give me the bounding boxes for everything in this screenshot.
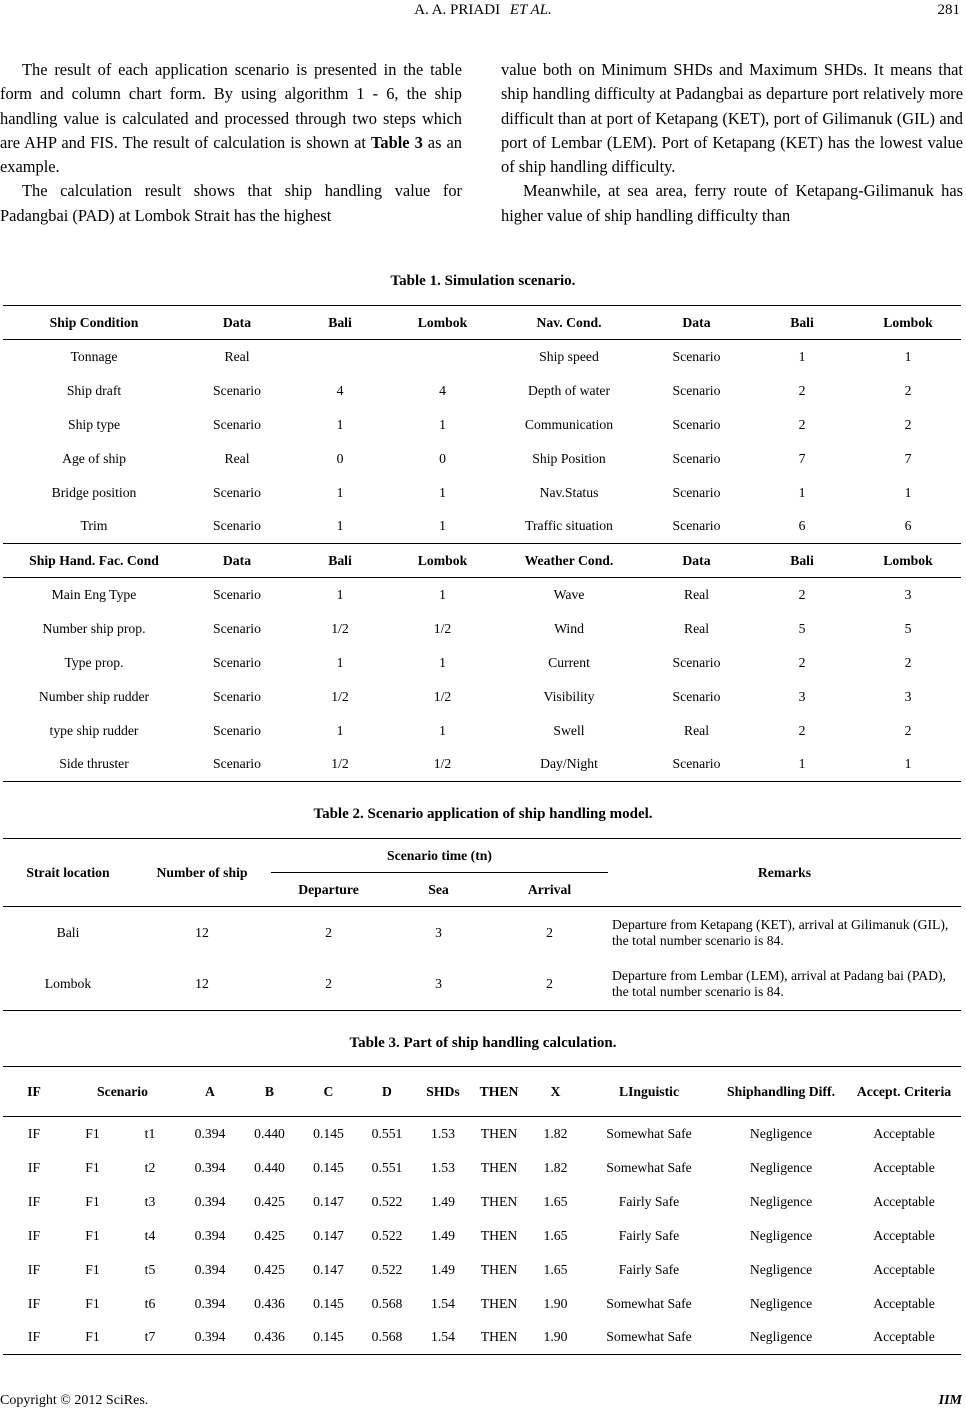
- table3-cell: 1.90: [543, 1295, 568, 1311]
- table3-cell: 1.65: [543, 1227, 568, 1243]
- table3-header-cell: LInguistic: [583, 1067, 715, 1117]
- table3-cell: THEN: [480, 1159, 518, 1175]
- table1-cell: 5: [904, 620, 912, 636]
- table1-cell: 1: [904, 756, 912, 772]
- table3-cell: Acceptable: [873, 1227, 935, 1243]
- table-row: [3, 1287, 961, 1321]
- table1-cell: 1: [336, 586, 344, 602]
- table1-cell: 1: [798, 756, 806, 772]
- table2-cell: Lombok: [44, 976, 92, 992]
- table1-cell: Main Eng Type: [51, 586, 137, 602]
- text-run: Meanwhile, at sea area, ferry route of Ketapang-Gilimanuk has higher value of ship handling difficulty than: [501, 181, 963, 225]
- table-row: [3, 680, 961, 714]
- table3: [3, 1066, 961, 1355]
- table1-cell: 5: [798, 620, 806, 636]
- table1-cell: Ship draft: [66, 382, 122, 398]
- table-row: [3, 612, 961, 646]
- table1-cell: Trim: [80, 518, 108, 534]
- table1-cell: 1: [439, 654, 446, 670]
- header-author: A. A. PRIADI: [414, 2, 501, 18]
- table3-cell: Fairly Safe: [618, 1261, 680, 1277]
- paragraph: [0, 179, 462, 228]
- table3-header-cell: IF: [3, 1067, 65, 1117]
- table1-header-row: [3, 306, 961, 340]
- table3-cell: 1.54: [431, 1295, 455, 1311]
- paragraph: [501, 58, 963, 179]
- table2-cell: 12: [195, 976, 209, 992]
- table3-cell: F1: [85, 1295, 100, 1311]
- table1-cell: 2: [904, 416, 912, 432]
- table2-h-strait: Strait location: [3, 839, 133, 907]
- table1-cell: 4: [439, 382, 446, 398]
- table1-header-cell: Bali: [289, 544, 391, 578]
- table-row: [3, 1219, 961, 1253]
- header-author-etal: ET AL.: [509, 2, 552, 18]
- table1-cell: Visibility: [543, 688, 595, 704]
- table2-caption: Table 2. Scenario application of ship handling model.: [313, 806, 653, 822]
- table3-cell: F1: [85, 1329, 100, 1345]
- header-authors: [0, 2, 966, 19]
- table3-cell: 0.145: [313, 1295, 344, 1311]
- table3-cell: Acceptable: [873, 1261, 935, 1277]
- table1-cell: type ship rudder: [49, 722, 139, 738]
- table-row: [3, 578, 961, 612]
- table-row: [3, 476, 961, 510]
- table2-h-arrival: Arrival: [491, 873, 608, 907]
- table1-cell: 4: [336, 382, 344, 398]
- table1-cell: 1: [904, 348, 912, 364]
- table3-cell: 0.147: [313, 1261, 344, 1277]
- table3-cell: Acceptable: [873, 1125, 935, 1141]
- table3-cell: 1.49: [431, 1193, 455, 1209]
- table3-cell: Negligence: [749, 1261, 813, 1277]
- table1-cell: 2: [798, 416, 806, 432]
- table1-cell: Scenario: [213, 382, 261, 398]
- text-run: The result of each application scenario is presented in the table form and column chart form. By using algorithm 1 - 6, the ship handling value is calculated and processed through two steps which are AHP and FIS. The result of calculation is shown at: [0, 60, 462, 152]
- table1-cell: [289, 340, 391, 374]
- left-column: [0, 58, 462, 228]
- table2-h-scenario: Scenario time (tn): [271, 839, 608, 873]
- table3-cell: 0.425: [254, 1227, 285, 1243]
- table1-cell: 1/2: [433, 756, 452, 772]
- table1-header-cell: Bali: [289, 306, 391, 340]
- footer-copyright: Copyright © 2012 SciRes.: [0, 1393, 149, 1408]
- table1-cell: Ship type: [67, 416, 121, 432]
- table2-h-departure: Departure: [271, 873, 386, 907]
- table1-cell: 1: [336, 518, 344, 534]
- table3-cell: 0.147: [313, 1227, 344, 1243]
- footer-journal: IIM: [938, 1393, 962, 1408]
- table1-cell: Scenario: [672, 348, 721, 364]
- table1-cell: 1/2: [433, 620, 452, 636]
- table3-cell: 0.394: [194, 1193, 226, 1209]
- table1-cell: 1: [798, 484, 806, 500]
- table1: [3, 305, 961, 782]
- table3-cell: THEN: [480, 1261, 518, 1277]
- table-row: [3, 907, 961, 959]
- table1-cell: Scenario: [213, 416, 261, 432]
- table1-cell: Scenario: [213, 756, 261, 772]
- table1-cell: Scenario: [672, 484, 721, 500]
- table3-cell: 0.440: [254, 1159, 285, 1175]
- table3-cell: t7: [144, 1329, 156, 1345]
- table1-header-cell: Data: [185, 306, 289, 340]
- table1-cell: Real: [683, 586, 710, 602]
- table1-cell: Real: [683, 722, 710, 738]
- table3-cell: THEN: [480, 1125, 518, 1141]
- table3-cell: F1: [85, 1125, 100, 1141]
- table1-cell: [391, 340, 494, 374]
- table1-cell: 2: [798, 382, 806, 398]
- table1-cell: Type prop.: [64, 654, 124, 670]
- table2-cell: Bali: [56, 924, 80, 940]
- table1-cell: Scenario: [213, 654, 261, 670]
- table1-cell: Number ship rudder: [38, 688, 150, 704]
- table-row: [3, 510, 961, 544]
- table1-cell: 1: [439, 722, 446, 738]
- table1-header-cell: Data: [644, 544, 749, 578]
- table3-cell: Somewhat Safe: [606, 1159, 692, 1175]
- table1-cell: 1/2: [331, 620, 349, 636]
- table3-header-row: [3, 1067, 961, 1117]
- table3-cell: 0.145: [313, 1329, 344, 1345]
- table1-cell: Scenario: [672, 450, 721, 466]
- table3-header-cell: Accept. Criteria: [847, 1067, 961, 1117]
- table1-header-cell: Ship Hand. Fac. Cond: [3, 544, 185, 578]
- table2-cell: 2: [325, 924, 332, 940]
- table3-cell: 0.568: [371, 1329, 403, 1345]
- table1-cell: Real: [224, 348, 250, 364]
- table3-header-cell: A: [180, 1067, 240, 1117]
- table1-cell: Scenario: [213, 484, 261, 500]
- table1-cell: Day/Night: [540, 756, 598, 772]
- table1-cell: 1: [439, 586, 446, 602]
- table2-h-sea: Sea: [386, 873, 491, 907]
- table-row: [3, 442, 961, 476]
- table1-cell: Ship Position: [532, 450, 606, 466]
- table1-cell: 1: [336, 722, 344, 738]
- table1-cell: 0: [439, 450, 446, 466]
- table1-cell: 1: [439, 416, 446, 432]
- table1-cell: 2: [904, 722, 912, 738]
- table1-cell: 1/2: [331, 688, 349, 704]
- table-row: [3, 1185, 961, 1219]
- table3-cell: Acceptable: [873, 1159, 935, 1175]
- table2-remarks-cell: Departure from Lembar (LEM), arrival at Padang bai (PAD), the total number scenario is 84.: [612, 968, 946, 1000]
- table3-cell: 1.65: [543, 1261, 568, 1277]
- table1-cell: Real: [683, 620, 710, 636]
- table3-cell: 0.425: [254, 1261, 285, 1277]
- table3-cell: 0.522: [371, 1261, 403, 1277]
- table1-cell: 1: [336, 654, 344, 670]
- table3-cell: 1.54: [431, 1329, 455, 1345]
- table1-cell: Ship speed: [539, 348, 599, 364]
- table3-cell: 0.522: [371, 1227, 403, 1243]
- table1-cell: 6: [798, 518, 806, 534]
- table3-cell: 0.425: [254, 1193, 285, 1209]
- table3-cell: 0.394: [194, 1329, 226, 1345]
- table1-header-cell: Nav. Cond.: [494, 306, 644, 340]
- table-row: [3, 340, 961, 374]
- table3-cell: F1: [85, 1193, 100, 1209]
- table3-cell: IF: [27, 1261, 41, 1277]
- table1-cell: 1: [439, 484, 446, 500]
- table3-cell: THEN: [480, 1227, 518, 1243]
- table3-cell: Somewhat Safe: [606, 1329, 692, 1345]
- table1-header-cell: Data: [644, 306, 749, 340]
- text-run: value both on Minimum SHDs and Maximum SHDs. It means that ship handling difficulty at Padangbai as departure port relatively more difficult than at port of Ketapang (KET), port of Gilimanuk (GIL) and port of Lembar (LEM). Port of Ketapang (KET) has the lowest value of ship handling difficulty.: [501, 60, 963, 177]
- table2-h-number: Number of ship: [133, 839, 271, 907]
- table2-cell: 2: [325, 976, 332, 992]
- table3-cell: Negligence: [749, 1193, 813, 1209]
- table3-cell: 1.49: [431, 1227, 455, 1243]
- table3-cell: t6: [144, 1295, 156, 1311]
- table-row: [3, 374, 961, 408]
- table1-cell: Communication: [524, 416, 614, 432]
- table3-header-cell: B: [240, 1067, 299, 1117]
- table3-cell: F1: [85, 1227, 100, 1243]
- table3-cell: t1: [144, 1125, 156, 1141]
- table3-cell: 1.90: [543, 1329, 568, 1345]
- table1-header-cell: Weather Cond.: [494, 544, 644, 578]
- table3-cell: 0.145: [313, 1125, 344, 1141]
- table1-cell: 2: [798, 654, 806, 670]
- table1-cell: Nav.Status: [539, 484, 599, 500]
- bold-text: Table 3: [370, 132, 423, 152]
- table3-cell: IF: [27, 1125, 41, 1141]
- table3-cell: 0.436: [254, 1295, 285, 1311]
- table3-cell: 1.53: [431, 1159, 455, 1175]
- table1-cell: Side thruster: [59, 756, 129, 772]
- table3-cell: 0.551: [371, 1159, 403, 1175]
- table-row: [3, 1151, 961, 1185]
- table3-cell: Negligence: [749, 1295, 813, 1311]
- table2-cell: 3: [435, 976, 442, 992]
- table3-cell: Negligence: [749, 1159, 813, 1175]
- table1-cell: Current: [548, 654, 590, 670]
- table2-remarks-cell: Departure from Ketapang (KET), arrival at Gilimanuk (GIL), the total number scenario is 84.: [612, 916, 949, 948]
- table3-cell: 0.522: [371, 1193, 403, 1209]
- table1-cell: 1: [336, 484, 344, 500]
- table1-header-cell: Bali: [749, 544, 855, 578]
- table1-cell: Scenario: [213, 688, 261, 704]
- table1-cell: Scenario: [213, 518, 261, 534]
- table3-header-cell: X: [528, 1067, 583, 1117]
- table3-cell: t5: [144, 1261, 156, 1277]
- table3-header-cell: C: [299, 1067, 358, 1117]
- table3-caption: Table 3. Part of ship handling calculation.: [349, 1035, 617, 1051]
- table3-cell: 1.49: [431, 1261, 455, 1277]
- text-run: The calculation result shows that ship handling value for Padangbai (PAD) at Lombok Strait has the highest: [0, 181, 462, 225]
- table3-cell: 1.82: [543, 1159, 568, 1175]
- table-row: [3, 748, 961, 782]
- table1-header-cell: Data: [185, 544, 289, 578]
- table1-cell: 1: [336, 416, 344, 432]
- text-run: as an example.: [0, 132, 462, 177]
- table3-cell: Acceptable: [873, 1193, 935, 1209]
- table1-cell: Wave: [553, 586, 585, 602]
- paragraph: [0, 58, 462, 179]
- table1-cell: 1: [439, 518, 446, 534]
- table1-cell: 2: [798, 586, 806, 602]
- table3-cell: Fairly Safe: [618, 1227, 680, 1243]
- table1-header-row: [3, 544, 961, 578]
- table3-header-cell: SHDs: [416, 1067, 470, 1117]
- table3-cell: F1: [85, 1159, 100, 1175]
- right-column: [501, 58, 963, 228]
- table3-cell: t2: [144, 1159, 156, 1175]
- table-row: [3, 408, 961, 442]
- table3-cell: IF: [27, 1227, 41, 1243]
- table1-cell: Bridge position: [51, 484, 137, 500]
- table1-cell: Scenario: [672, 382, 721, 398]
- table2-cell: 2: [546, 976, 553, 992]
- table3-cell: 0.394: [194, 1159, 226, 1175]
- table2-cell: 2: [546, 924, 553, 940]
- table3-header-cell: THEN: [470, 1067, 528, 1117]
- table3-cell: 0.568: [371, 1295, 403, 1311]
- table2: [3, 838, 961, 1011]
- table3-cell: 0.440: [254, 1125, 285, 1141]
- table3-cell: Negligence: [749, 1329, 813, 1345]
- table1-cell: 3: [904, 688, 912, 704]
- table1-cell: Scenario: [213, 620, 261, 636]
- table1-cell: 2: [904, 654, 912, 670]
- table3-cell: F1: [85, 1261, 100, 1277]
- table1-header-cell: Lombok: [391, 306, 494, 340]
- table3-cell: THEN: [480, 1193, 518, 1209]
- table-row: [3, 1117, 961, 1151]
- table3-cell: 0.551: [371, 1125, 403, 1141]
- table1-cell: Tonnage: [70, 348, 118, 364]
- table1-cell: Wind: [554, 620, 584, 636]
- table1-cell: Swell: [553, 722, 585, 738]
- table3-cell: Fairly Safe: [618, 1193, 680, 1209]
- table3-cell: 0.394: [194, 1227, 226, 1243]
- table2-cell: 12: [195, 924, 209, 940]
- running-header: [0, 0, 966, 26]
- table3-cell: 1.53: [431, 1125, 455, 1141]
- table1-cell: 1/2: [331, 756, 349, 772]
- table-row: [3, 646, 961, 680]
- table1-cell: Scenario: [672, 518, 721, 534]
- table3-header-cell: D: [358, 1067, 416, 1117]
- table1-cell: 1/2: [433, 688, 452, 704]
- table3-cell: IF: [27, 1329, 41, 1345]
- table1-header-cell: Ship Condition: [3, 306, 185, 340]
- table1-cell: Scenario: [672, 654, 721, 670]
- table1-cell: Scenario: [672, 756, 721, 772]
- table3-cell: Negligence: [749, 1125, 813, 1141]
- table1-cell: 2: [798, 722, 806, 738]
- table1-cell: 0: [336, 450, 344, 466]
- table3-cell: THEN: [480, 1295, 518, 1311]
- table1-cell: Scenario: [672, 416, 721, 432]
- table-row: [3, 1321, 961, 1355]
- table1-header-cell: Lombok: [391, 544, 494, 578]
- table1-cell: 6: [904, 518, 912, 534]
- table-row: [3, 714, 961, 748]
- table1-cell: Scenario: [213, 722, 261, 738]
- table3-cell: 1.82: [543, 1125, 568, 1141]
- table3-cell: 1.65: [543, 1193, 568, 1209]
- table3-cell: t4: [144, 1227, 156, 1243]
- table3-cell: 0.394: [194, 1125, 226, 1141]
- table1-cell: Traffic situation: [525, 518, 613, 534]
- table3-cell: Somewhat Safe: [606, 1295, 692, 1311]
- table3-cell: Negligence: [749, 1227, 813, 1243]
- table1-cell: Age of ship: [62, 450, 126, 466]
- table3-cell: 0.394: [194, 1295, 226, 1311]
- table2-cell: 3: [435, 924, 442, 940]
- table3-cell: 0.147: [313, 1193, 344, 1209]
- table1-cell: 3: [798, 688, 806, 704]
- table-row: [3, 959, 961, 1011]
- table3-cell: 0.394: [194, 1261, 226, 1277]
- table1-header-cell: Lombok: [855, 544, 961, 578]
- table1-caption: Table 1. Simulation scenario.: [390, 273, 576, 289]
- table1-cell: 7: [798, 450, 806, 466]
- paragraph: [501, 179, 963, 228]
- table3-cell: 0.145: [313, 1159, 344, 1175]
- table1-header-cell: Lombok: [855, 306, 961, 340]
- table1-cell: Depth of water: [527, 382, 611, 398]
- table-row: [3, 1253, 961, 1287]
- table1-cell: 1: [798, 348, 806, 364]
- table3-cell: Acceptable: [873, 1329, 935, 1345]
- table1-cell: Scenario: [213, 586, 261, 602]
- table1-cell: 3: [904, 586, 912, 602]
- table3-cell: Acceptable: [873, 1295, 935, 1311]
- page-number: 281: [937, 2, 960, 18]
- table1-header-cell: Bali: [749, 306, 855, 340]
- table3-cell: Somewhat Safe: [606, 1125, 692, 1141]
- table1-cell: Number ship prop.: [42, 620, 146, 636]
- table1-cell: 1: [904, 484, 912, 500]
- table3-cell: IF: [27, 1159, 41, 1175]
- table3-cell: 0.436: [254, 1329, 285, 1345]
- table2-header-row: [3, 839, 961, 873]
- table2-h-remarks: Remarks: [608, 839, 961, 907]
- table3-cell: IF: [27, 1295, 41, 1311]
- table1-cell: Scenario: [672, 688, 721, 704]
- table3-cell: THEN: [480, 1329, 518, 1345]
- table1-cell: 7: [904, 450, 912, 466]
- table3-header-cell: Shiphandling Diff.: [715, 1067, 847, 1117]
- table3-cell: t3: [144, 1193, 156, 1209]
- table3-cell: IF: [27, 1193, 41, 1209]
- table3-header-cell: Scenario: [65, 1067, 180, 1117]
- table1-cell: Real: [224, 450, 250, 466]
- table1-cell: 2: [904, 382, 912, 398]
